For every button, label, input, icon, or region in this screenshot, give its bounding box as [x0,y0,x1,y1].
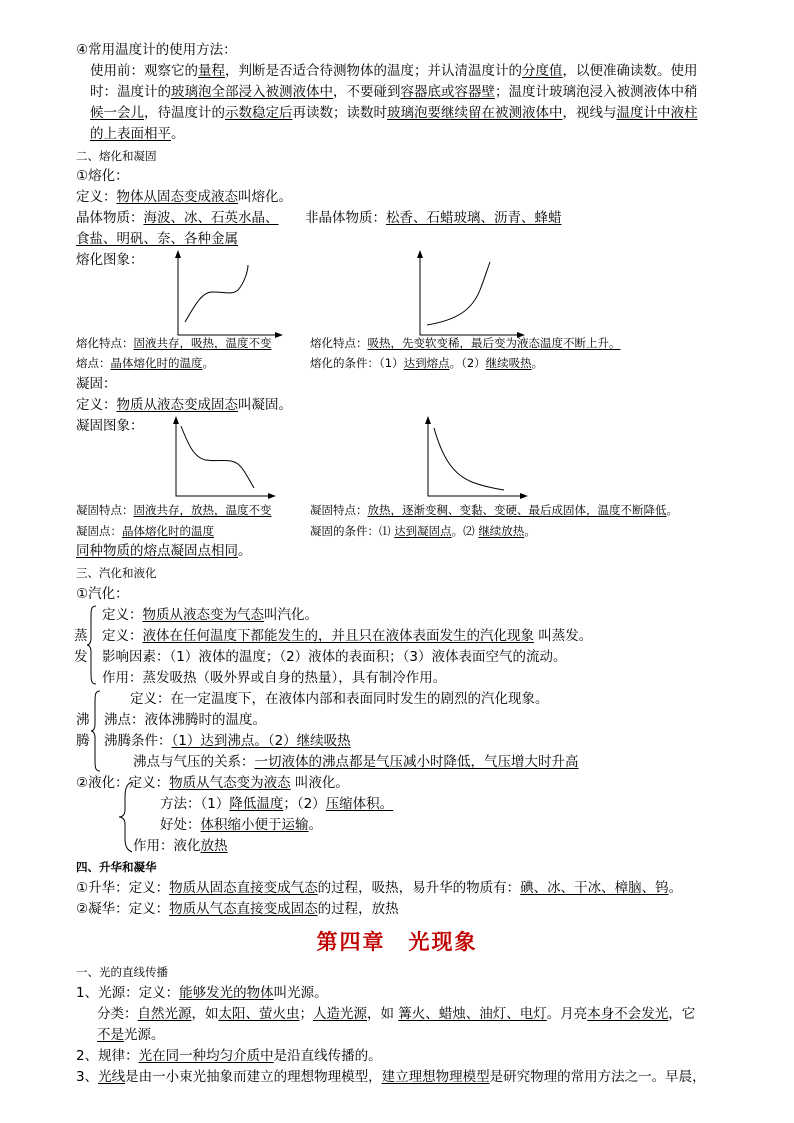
liquefaction-benefit: 好处：体积缩小便于运输。 [160,817,322,833]
solidification-definition: 定义：物质从液态变成固态叫凝固。 [76,397,292,413]
evaporation-definition: 定义：液体在任何温度下都能发生的，并且只在液体表面发生的汽化现象 叫蒸发。 [102,628,593,644]
melting-feature-crystal: 熔化特点：固液共存，吸热，温度不变 [76,336,272,350]
boiling-label-2: 腾 [76,733,90,749]
light-source-definition: 1、光源：定义：能够发光的物体叫光源。 [76,985,328,1001]
evaporation-effect: 作用：蒸发吸热（吸外界或自身的热量），具有制冷作用。 [102,670,447,686]
section-sublimation-heading: 四、升华和凝华 [76,860,157,874]
melting-graph-label: 熔化图象： [76,252,144,268]
melting-definition: 定义：物体从固态变成液态叫熔化。 [76,189,292,205]
same-points-note: 同种物质的熔点凝固点相同。 [76,543,252,559]
boiling-definition: 定义：在一定温度下，在液体内部和表面同时发生的剧烈的汽化现象。 [130,691,549,707]
sublimation-definition: ①升华：定义：物质从固态直接变成气态的过程，吸热，易升华的物质有：碘、冰、干冰、樟脑、钨。 [76,880,683,896]
evaporation-label-1: 蒸 [74,628,88,644]
boiling-label-1: 沸 [76,712,90,728]
vaporization-definition: 定义：物质从液态变为气态叫汽化。 [102,607,318,623]
melting-point: 熔点：晶体熔化时的温度。 [76,356,214,370]
crystal-solidification-graph [168,416,280,504]
solidification-feature-noncrystal: 凝固特点：放热，逐渐变稠、变黏、变硬、最后成固体，温度不断降低。 [310,503,678,517]
liquefaction-effect: 作用：液化放热 [133,838,228,854]
light-propagation-rule: 2、规律：光在同一种均匀介质中是沿直线传播的。 [76,1048,382,1064]
boiling-brace [90,689,102,773]
light-source-classification-cont: 不是光源。 [97,1027,165,1043]
evaporation-brace [86,604,98,686]
boiling-conditions: 沸腾条件：（1）达到沸点。（2）继续吸热 [104,733,351,749]
boiling-pressure-relation: 沸点与气压的关系：一切液体的沸点都是气压减小时降低，气压增大时升高 [133,754,579,770]
melting-subheading: ①熔化： [76,168,129,184]
melting-feature-noncrystal: 熔化特点：吸热，先变软变稀，最后变为液态温度不断上升。 [310,336,621,350]
noncrystal-melting-graph [412,250,532,340]
section-melting-heading: 二、熔化和凝固 [76,149,157,163]
therm-line-2: 时：温度计的玻璃泡全部浸入被测液体中，不要碰到容器底或容器壁；温度计玻璃泡浸入被测液体中稍 [90,84,698,100]
crystal-substances-cont: 食盐、明矾、奈、各种金属 [76,231,238,247]
section-light-heading: 一、光的直线传播 [76,965,168,979]
noncrystal-solidification-graph [420,416,532,504]
freezing-point: 凝固点：晶体熔化时的温度 [76,524,214,538]
therm-heading: ④常用温度计的使用方法： [76,42,237,58]
liquefaction-methods: 方法：（1）降低温度；（2）压缩体积。 [160,796,394,812]
light-source-classification: 分类：自然光源，如太阳、萤火虫；人造光源，如 篝火、蜡烛、油灯、电灯。月亮本身不会发光，它 [97,1006,696,1022]
liquefaction-definition: ②液化：定义：物质从气态变为液态 叫液化。 [76,775,349,791]
section-vaporization-heading: 三、汽化和液化 [76,566,157,580]
solidification-graph-label: 凝固图象： [76,418,144,434]
solidification-subheading: 凝固： [76,376,117,392]
liquefaction-brace [118,780,134,854]
light-ray-model: 3、光线是由一小束光抽象而建立的理想物理模型，建立理想物理模型是研究物理的常用方法之一。早晨， [76,1069,706,1085]
crystal-substances: 晶体物质：海波、冰、石英水晶、 [76,210,279,226]
therm-line-3: 候一会儿，待温度计的示数稳定后再读数；读数时玻璃泡要继续留在被测液体中，视线与温度计中液柱 [90,105,698,121]
deposition-definition: ②凝华：定义：物质从气态直接变成固态的过程，放热 [76,901,399,917]
evaporation-factors: 影响因素：（1）液体的温度；（2）液体的表面积；（3）液体表面空气的流动。 [102,649,567,665]
solidification-feature-crystal: 凝固特点：固液共存，放热，温度不变 [76,503,272,517]
chapter-title: 第四章 光现象 [316,929,478,954]
melting-conditions: 熔化的条件：（1）达到熔点。（2）继续吸热。 [310,356,544,370]
solidification-conditions: 凝固的条件：⑴ 达到凝固点。⑵ 继续放热。 [310,524,536,538]
evaporation-label-2: 发 [74,649,88,665]
vaporization-subheading: ①汽化： [76,586,129,602]
crystal-melting-graph [170,250,290,340]
therm-line-1: 使用前：观察它的量程，判断是否适合待测物体的温度；并认清温度计的分度值，以便准确读数。使用 [90,63,698,79]
therm-line-4: 的上表面相平。 [90,126,185,142]
noncrystal-substances: 非晶体物质：松香、石蜡玻璃、沥青、蜂蜡 [305,210,562,226]
boiling-point: 沸点：液体沸腾时的温度。 [104,712,266,728]
